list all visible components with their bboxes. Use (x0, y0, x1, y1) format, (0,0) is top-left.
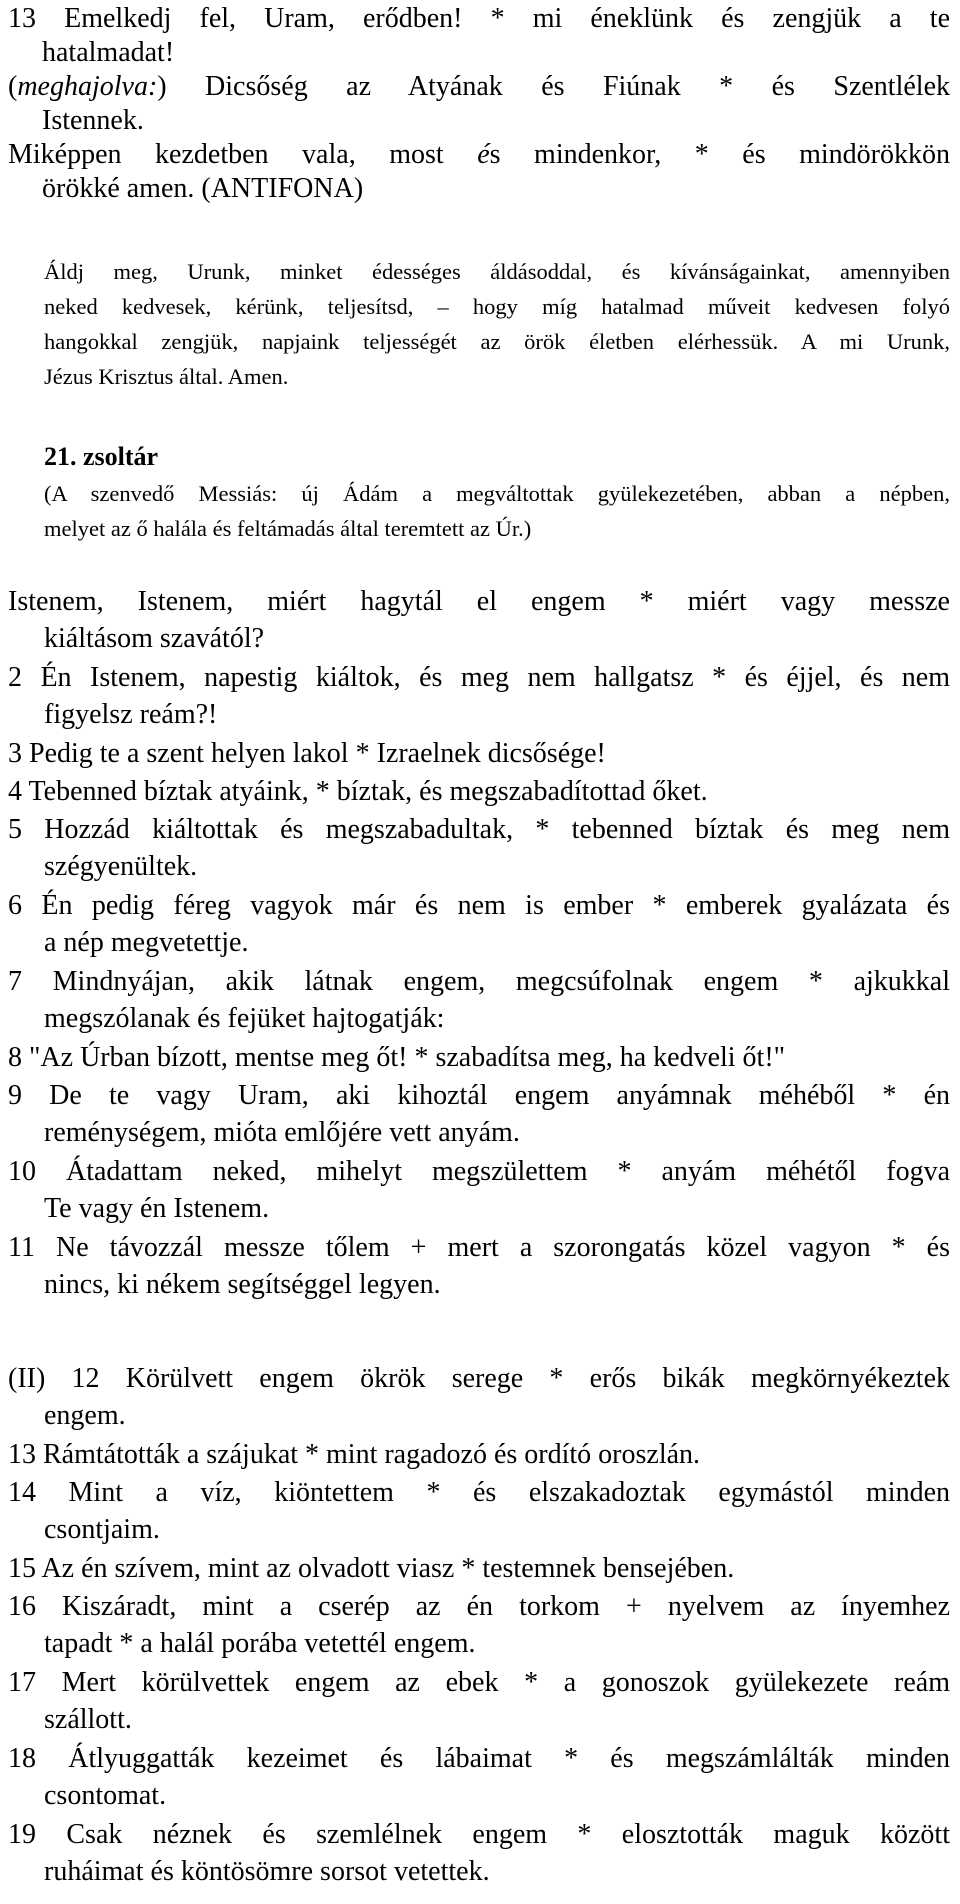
verse-3: 3 Pedig te a szent helyen lakol * Izraelnek dicsősége! (8, 738, 606, 769)
verse-13-line-2: hatalmadat! (42, 37, 175, 68)
verse-16-line-2: tapadt * a halál porába vetettél engem. (44, 1628, 476, 1659)
verse-2-line-2: figyelsz reám?! (44, 699, 218, 730)
prayer-line-4: Jézus Krisztus által. Amen. (44, 364, 289, 389)
verse-4: 4 Tebenned bíztak atyáink, * bíztak, és megszabadítottad őket. (8, 776, 708, 807)
gloria-prefix: ( (8, 71, 18, 102)
verse-5-line-2: szégyenültek. (44, 851, 198, 882)
prayer-line-3: hangokkal zengjük, napjaink teljességét az örök életben elérhessük. A mi Urunk, (44, 329, 950, 354)
psalm-note-line-2: melyet az ő halála és feltámadás által teremtett az Úr.) (44, 516, 532, 541)
verse-19-line-2: ruháimat és köntösömre sorsot vetettek. (44, 1856, 490, 1887)
verse-6-line-2: a nép megvetettje. (44, 927, 249, 958)
verse-11-line-1: 11 Ne távozzál messze tőlem + mert a szorongatás közel vagyon * és (8, 1232, 950, 1263)
verse-1-line-2: kiáltásom szavától? (44, 623, 265, 654)
gloria-line-1 (8, 68, 950, 106)
gloria-rubric: meghajolva: (17, 71, 158, 102)
verse-19-line-1: 19 Csak néznek és szemlélnek engem * elosztották maguk között (8, 1819, 950, 1850)
verse-15: 15 Az én szívem, mint az olvadott viasz * testemnek bensejében. (8, 1553, 735, 1584)
verse-10-line-2: Te vagy én Istenem. (44, 1193, 270, 1224)
gloria-line-2: Istennek. (42, 105, 144, 136)
verse-14-line-1: 14 Mint a víz, kiöntettem * és elszakadoztak egymástól minden (8, 1477, 950, 1508)
prayer-line-2: neked kedvesek, kérünk, teljesítsd, – hogy míg hatalmad műveit kedvesen folyó (44, 294, 950, 319)
psalm-note-line-1: (A szenvedő Messiás: új Ádám a megváltottak gyülekezetében, abban a népben, (44, 481, 950, 506)
verse-11-line-2: nincs, ki nékem segítséggel legyen. (44, 1269, 441, 1300)
verse-13b: 13 Rámtátották a szájukat * mint ragadozó és ordító oroszlán. (8, 1439, 701, 1470)
verse-5-line-1: 5 Hozzád kiáltottak és megszabadultak, * tebenned bíztak és meg nem (8, 814, 950, 845)
verse-8: 8 "Az Úrban bízott, mentse meg őt! * szabadítsa meg, ha kedveli őt!" (8, 1042, 786, 1073)
prayer-line-1: Áldj meg, Urunk, minket édességes áldásoddal, és kívánságainkat, amennyiben (44, 259, 950, 284)
verse-6-line-1: 6 Én pedig féreg vagyok már és nem is ember * emberek gyalázata és (8, 890, 950, 921)
verse-9-line-2: reménységem, mióta emlőjére vett anyám. (44, 1117, 520, 1148)
verse-18-line-1: 18 Átlyuggatták kezeimet és lábaimat * és megszámlálták minden (8, 1743, 950, 1774)
gloria-text: ) Dicsőség az Atyának és Fiúnak * és Szentlélek (157, 71, 950, 102)
verse-9-line-1: 9 De te vagy Uram, aki kihoztál engem anyámnak méhéből * én (8, 1080, 950, 1111)
amen-line-1 (8, 136, 950, 174)
verse-12-line-1: (II) 12 Körülvett engem ökrök serege * erős bikák megkörnyékeztek (8, 1363, 950, 1394)
verse-17-line-2: szállott. (44, 1704, 132, 1735)
verse-12-line-2: engem. (44, 1400, 126, 1431)
verse-17-line-1: 17 Mert körülvettek engem az ebek * a gonoszok gyülekezete reám (8, 1667, 950, 1698)
verse-2-line-1: 2 Én Istenem, napestig kiáltok, és meg nem hallgatsz * és éjjel, és nem (8, 662, 950, 693)
amen-text-a: Miképpen kezdetben vala, most (8, 139, 478, 170)
verse-10-line-1: 10 Átadattam neked, mihelyt megszülettem * anyám méhétől fogva (8, 1156, 950, 1187)
verse-16-line-1: 16 Kiszáradt, mint a cserép az én torkom + nyelvem az ínyemhez (8, 1591, 950, 1622)
verse-7-line-1: 7 Mindnyájan, akik látnak engem, megcsúfolnak engem * ajkukkal (8, 966, 950, 997)
amen-italic: é (477, 139, 490, 170)
amen-text-b: s mindenkor, * és mindörökkön (489, 139, 950, 170)
verse-13-line-1: 13 Emelkedj fel, Uram, erődben! * mi éneklünk és zengjük a te (8, 3, 950, 34)
amen-line-2: örökké amen. (ANTIFONA) (42, 173, 364, 204)
verse-7-line-2: megszólanak és fejüket hajtogatják: (44, 1003, 445, 1034)
verse-14-line-2: csontjaim. (44, 1514, 160, 1545)
verse-18-line-2: csontomat. (44, 1780, 167, 1811)
psalm-title: 21. zsoltár (44, 442, 159, 471)
verse-1-line-1: Istenem, Istenem, miért hagytál el engem * miért vagy messze (8, 586, 950, 617)
